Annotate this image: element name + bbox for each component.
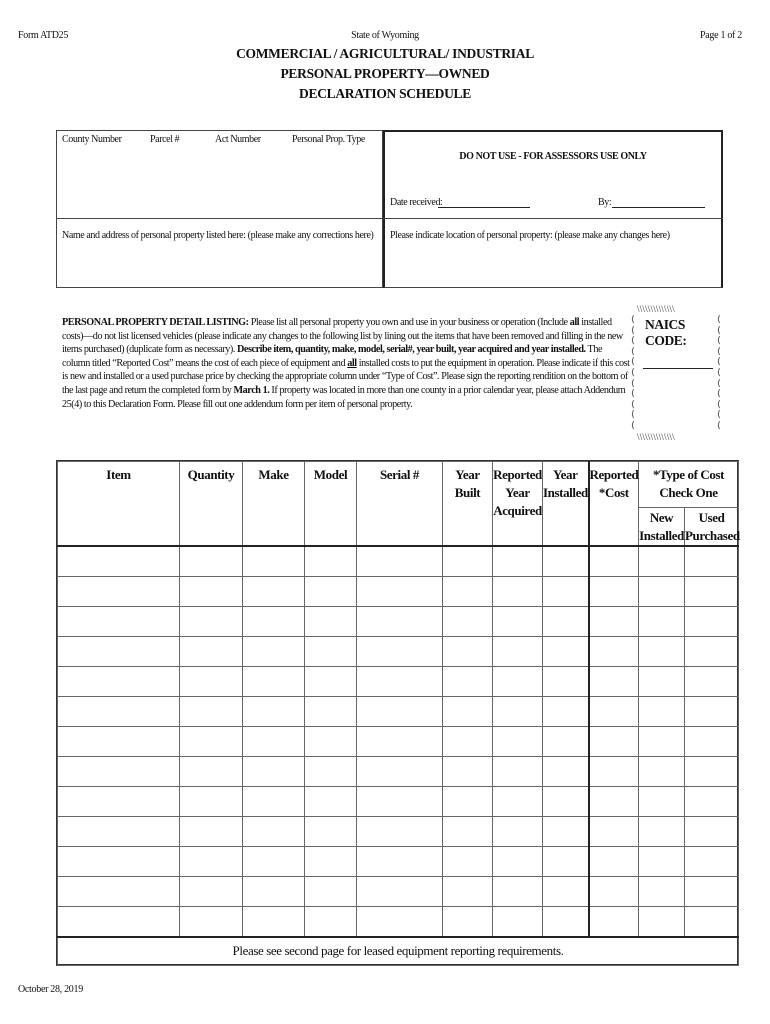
cell-year-acquired[interactable] [493,817,543,847]
id-box [56,130,383,288]
col-serial: Serial # [357,462,443,547]
table-row [58,847,739,877]
cell-serial[interactable] [357,877,443,907]
cell-year-acquired[interactable] [493,546,543,577]
naics-box [631,304,725,442]
cell-year-built[interactable] [443,697,493,727]
cell-year-built[interactable] [443,877,493,907]
cell-reported-cost[interactable] [589,546,639,577]
cell-used-purchased[interactable] [685,757,739,787]
cell-serial[interactable] [357,697,443,727]
act-number-label: Act Number [215,134,261,145]
cell-item[interactable] [58,667,180,697]
cell-make[interactable] [243,546,305,577]
cell-make[interactable] [243,847,305,877]
cell-reported-cost[interactable] [589,727,639,757]
cell-make[interactable] [243,757,305,787]
id-box-divider [56,218,383,219]
table-row [58,727,739,757]
cell-serial[interactable] [357,817,443,847]
cell-year-built[interactable] [443,757,493,787]
detail-instructions: PERSONAL PROPERTY DETAIL LISTING: Please list all personal property you own and use in your business or operation (Include all installed costs)—do not list licensed vehicles (please indicate any changes to the following list by lining out the items that have been removed and filling in the new items purchased) (duplicate form as necessary). Describe item, quantity, make, model, serial#, year built, year acquired and year installed. The column titled “Reported Cost” means the cost of each piece of equipment and all installed costs to put the equipment in operation. Please indicate if this cost is new and installed or a used purchase price by checking the appropriate column under “Type of Cost”. Please sign the reporting rendition on the bottom of the last page and return the completed form by March 1. If property was located in more than one county in a prior calendar year, please attach Addendum 25(4) to this Declaration Form. Please fill out one addendum form per item of personal property. [62,317,630,410]
cell-quantity[interactable] [180,607,243,637]
cell-quantity[interactable] [180,907,243,938]
cell-year-acquired[interactable] [493,577,543,607]
cell-reported-cost[interactable] [589,637,639,667]
cell-used-purchased[interactable] [685,847,739,877]
cell-used-purchased[interactable] [685,697,739,727]
cell-year-installed[interactable] [543,757,589,787]
cell-used-purchased[interactable] [685,607,739,637]
cell-item[interactable] [58,697,180,727]
cell-used-purchased[interactable] [685,637,739,667]
cell-year-built[interactable] [443,546,493,577]
name-address-label: Name and address of personal property listed here: (please make any corrections here) [62,230,374,241]
by-label: By: [598,197,612,208]
cell-quantity[interactable] [180,637,243,667]
cell-serial[interactable] [357,546,443,577]
location-label: Please indicate location of personal property: (please make any changes here) [390,230,670,241]
cell-model[interactable] [305,607,357,637]
table-row [58,637,739,667]
cell-make[interactable] [243,697,305,727]
cell-year-acquired[interactable] [493,667,543,697]
cell-quantity[interactable] [180,577,243,607]
cell-year-acquired[interactable] [493,847,543,877]
col-type-of-cost: *Type of Cost Check One [639,462,739,508]
cell-item[interactable] [58,727,180,757]
cell-make[interactable] [243,907,305,938]
cell-make[interactable] [243,877,305,907]
cell-new-installed[interactable] [639,787,685,817]
cell-year-installed[interactable] [543,847,589,877]
cell-model[interactable] [305,577,357,607]
table-row [58,577,739,607]
cell-year-built[interactable] [443,607,493,637]
cell-reported-cost[interactable] [589,607,639,637]
cell-year-acquired[interactable] [493,907,543,938]
cell-year-acquired[interactable] [493,727,543,757]
cell-model[interactable] [305,757,357,787]
naics-label: NAICS CODE: [645,317,687,348]
cell-make[interactable] [243,637,305,667]
cell-year-built[interactable] [443,817,493,847]
cell-year-installed[interactable] [543,667,589,697]
cell-new-installed[interactable] [639,667,685,697]
cell-model[interactable] [305,847,357,877]
cell-reported-cost[interactable] [589,817,639,847]
cell-item[interactable] [58,907,180,938]
form-id: Form ATD25 [18,30,69,41]
cell-quantity[interactable] [180,817,243,847]
cell-quantity[interactable] [180,546,243,577]
detail-lead: PERSONAL PROPERTY DETAIL LISTING: [62,317,249,328]
cell-year-acquired[interactable] [493,637,543,667]
cell-item[interactable] [58,787,180,817]
col-new-installed: New Installed [639,508,685,547]
cell-used-purchased[interactable] [685,727,739,757]
cell-used-purchased[interactable] [685,787,739,817]
cell-model[interactable] [305,637,357,667]
cell-item[interactable] [58,577,180,607]
cell-serial[interactable] [357,907,443,938]
cell-year-installed[interactable] [543,727,589,757]
cell-serial[interactable] [357,787,443,817]
col-used-purchased: Used Purchased [685,508,739,547]
page-number: Page 1 of 2 [700,30,742,41]
cell-year-acquired[interactable] [493,877,543,907]
cell-used-purchased[interactable] [685,667,739,697]
cell-model[interactable] [305,727,357,757]
cell-new-installed[interactable] [639,877,685,907]
cell-year-built[interactable] [443,727,493,757]
cell-item[interactable] [58,877,180,907]
table-row [58,907,739,938]
cell-quantity[interactable] [180,757,243,787]
cell-serial[interactable] [357,637,443,667]
col-item: Item [58,462,180,547]
date-received-label: Date received: [390,197,443,208]
cell-quantity[interactable] [180,727,243,757]
cell-used-purchased[interactable] [685,546,739,577]
col-reported-year-acquired: Reported Year Acquired [493,462,543,547]
naics-entry-line[interactable] [643,368,713,369]
cell-year-acquired[interactable] [493,697,543,727]
cell-model[interactable] [305,546,357,577]
cell-serial[interactable] [357,667,443,697]
cell-model[interactable] [305,667,357,697]
cell-item[interactable] [58,637,180,667]
cell-used-purchased[interactable] [685,817,739,847]
table-row [58,787,739,817]
cell-serial[interactable] [357,757,443,787]
cell-used-purchased[interactable] [685,577,739,607]
table-row [58,757,739,787]
cell-model[interactable] [305,817,357,847]
cell-quantity[interactable] [180,847,243,877]
table-row [58,877,739,907]
date-received-line[interactable] [438,207,530,208]
cell-year-built[interactable] [443,637,493,667]
prop-type-label: Personal Prop. Type [292,134,365,145]
cell-reported-cost[interactable] [589,697,639,727]
col-make: Make [243,462,305,547]
cell-serial[interactable] [357,727,443,757]
county-number-label: County Number [62,134,122,145]
cell-quantity[interactable] [180,877,243,907]
col-model: Model [305,462,357,547]
cell-make[interactable] [243,667,305,697]
cell-new-installed[interactable] [639,637,685,667]
naics-border-top: \\\\\\\\\\\\\\ [637,304,675,314]
cell-item[interactable] [58,757,180,787]
cell-new-installed[interactable] [639,907,685,938]
cell-quantity[interactable] [180,697,243,727]
cell-make[interactable] [243,607,305,637]
assessor-box-divider [383,218,723,219]
cell-model[interactable] [305,787,357,817]
cell-new-installed[interactable] [639,607,685,637]
cell-year-installed[interactable] [543,546,589,577]
cell-year-installed[interactable] [543,817,589,847]
cell-year-installed[interactable] [543,577,589,607]
cell-quantity[interactable] [180,787,243,817]
cell-reported-cost[interactable] [589,877,639,907]
col-reported-cost: Reported *Cost [589,462,639,547]
equipment-table [57,461,739,966]
cell-year-installed[interactable] [543,697,589,727]
by-line[interactable] [612,207,705,208]
title-line-1: COMMERCIAL / AGRICULTURAL/ INDUSTRIAL [236,46,534,61]
cell-reported-cost[interactable] [589,757,639,787]
col-year-built: Year Built [443,462,493,547]
table-row [58,607,739,637]
table-row [58,667,739,697]
table-row [58,817,739,847]
cell-reported-cost[interactable] [589,667,639,697]
cell-year-built[interactable] [443,847,493,877]
cell-reported-cost[interactable] [589,577,639,607]
cell-year-acquired[interactable] [493,607,543,637]
naics-border-right: ⟨ ⟨ ⟨ ⟨ ⟨ ⟨ ⟨ ⟨ ⟨ ⟨ ⟨ [717,314,721,430]
cell-used-purchased[interactable] [685,907,739,938]
cell-make[interactable] [243,787,305,817]
table-footer-note: Please see second page for leased equipment reporting requirements. [58,937,739,965]
cell-reported-cost[interactable] [589,787,639,817]
cell-model[interactable] [305,877,357,907]
cell-year-built[interactable] [443,667,493,697]
parcel-label: Parcel # [150,134,180,145]
naics-border-bottom: \\\\\\\\\\\\\\ [637,432,675,442]
cell-make[interactable] [243,727,305,757]
cell-model[interactable] [305,697,357,727]
cell-item[interactable] [58,546,180,577]
cell-new-installed[interactable] [639,697,685,727]
cell-new-installed[interactable] [639,577,685,607]
cell-new-installed[interactable] [639,847,685,877]
cell-year-installed[interactable] [543,637,589,667]
table-row [58,697,739,727]
col-quantity: Quantity [180,462,243,547]
cell-used-purchased[interactable] [685,877,739,907]
title-line-2: PERSONAL PROPERTY—OWNED [280,66,490,81]
cell-serial[interactable] [357,577,443,607]
cell-new-installed[interactable] [639,546,685,577]
revision-date: October 28, 2019 [18,984,83,995]
cell-model[interactable] [305,907,357,938]
cell-new-installed[interactable] [639,817,685,847]
col-year-installed: Year Installed [543,462,589,547]
cell-reported-cost[interactable] [589,907,639,938]
cell-year-acquired[interactable] [493,757,543,787]
cell-make[interactable] [243,817,305,847]
cell-item[interactable] [58,817,180,847]
assessor-notice: DO NOT USE - FOR ASSESSORS USE ONLY [459,151,647,162]
cell-serial[interactable] [357,607,443,637]
cell-item[interactable] [58,607,180,637]
cell-year-built[interactable] [443,907,493,938]
cell-year-installed[interactable] [543,877,589,907]
cell-year-installed[interactable] [543,907,589,938]
title-line-3: DECLARATION SCHEDULE [299,86,471,101]
cell-make[interactable] [243,577,305,607]
cell-quantity[interactable] [180,667,243,697]
cell-serial[interactable] [357,847,443,877]
cell-year-installed[interactable] [543,787,589,817]
cell-new-installed[interactable] [639,757,685,787]
cell-year-acquired[interactable] [493,787,543,817]
naics-border-left: ⟨ ⟨ ⟨ ⟨ ⟨ ⟨ ⟨ ⟨ ⟨ ⟨ ⟨ [631,314,635,430]
cell-reported-cost[interactable] [589,847,639,877]
state-name: State of Wyoming [351,30,419,41]
cell-year-built[interactable] [443,787,493,817]
cell-item[interactable] [58,847,180,877]
cell-year-installed[interactable] [543,607,589,637]
table-row [58,546,739,577]
cell-year-built[interactable] [443,577,493,607]
cell-new-installed[interactable] [639,727,685,757]
